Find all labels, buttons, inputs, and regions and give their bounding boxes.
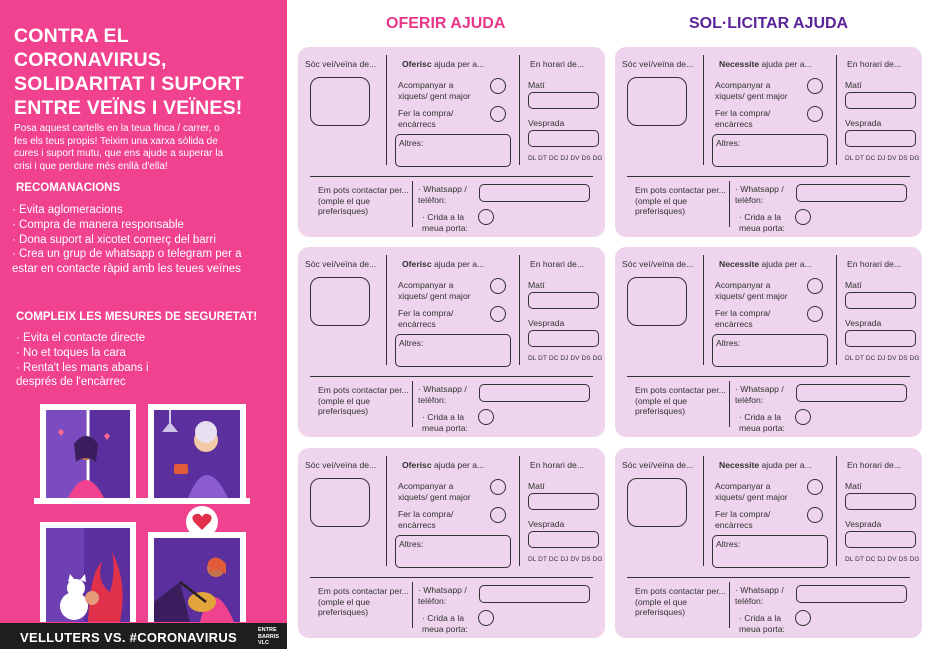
request-help-card xyxy=(615,247,922,437)
intro-line: Posa aquest cartells en la teua finca / carrer, o xyxy=(14,123,220,134)
whatsapp-label xyxy=(735,585,784,606)
whatsapp-line: telèfon: xyxy=(735,394,764,405)
shout-door-radio[interactable] xyxy=(478,209,494,225)
afternoon-label: Vesprada xyxy=(528,519,565,529)
whatsapp-line: telèfon: xyxy=(418,595,447,606)
request-help-title: SOL·LICITAR AJUDA xyxy=(689,15,849,32)
contact-line: (omple el que xyxy=(318,195,371,206)
contact-line: Em pots contactar per... xyxy=(635,385,726,395)
others-field[interactable] xyxy=(712,535,828,568)
safety-list xyxy=(16,331,149,390)
whatsapp-label xyxy=(418,384,467,405)
window-illustration xyxy=(142,404,250,504)
contact-label xyxy=(635,385,726,417)
whatsapp-label xyxy=(418,184,467,205)
option-line: xiquets/ gent major xyxy=(715,290,788,301)
option-accompany-radio[interactable] xyxy=(490,278,506,294)
contact-label xyxy=(635,185,726,217)
request-help-card xyxy=(615,47,922,237)
divider xyxy=(627,577,910,578)
list-item: estar en contacte ràpid amb les teues veïnes xyxy=(12,263,241,276)
photo-box[interactable] xyxy=(310,478,370,527)
option-line: encàrrecs xyxy=(398,519,436,530)
shout-label xyxy=(422,412,468,433)
option-accompany-label xyxy=(398,280,471,301)
morning-label: Matí xyxy=(845,280,862,290)
window-illustration xyxy=(40,522,136,622)
headline-line: SOLIDARITAT I SUPORT xyxy=(14,73,244,95)
divider xyxy=(703,255,704,365)
others-field[interactable] xyxy=(395,334,511,367)
option-shopping-label xyxy=(715,509,770,530)
help-for-text: ajuda per a... xyxy=(431,59,485,69)
schedule-label: En horari de... xyxy=(847,59,901,69)
option-shopping-label xyxy=(398,509,453,530)
contact-line: preferisques) xyxy=(635,406,686,416)
shout-line: · Crida a la xyxy=(422,212,465,222)
shout-label xyxy=(739,212,785,233)
option-line: xiquets/ gent major xyxy=(398,491,471,502)
option-shopping-radio[interactable] xyxy=(807,106,823,122)
shout-line: meua porta: xyxy=(422,422,468,433)
intro-line: fes els teus propis! Teixim una xarxa sòlida de xyxy=(14,135,218,147)
divider xyxy=(627,176,910,177)
help-for-label xyxy=(719,460,812,470)
schedule-label: En horari de... xyxy=(847,259,901,269)
shout-line: meua porta: xyxy=(739,422,785,433)
contact-line: (omple el que xyxy=(635,596,688,607)
shout-label xyxy=(422,613,468,634)
option-line: xiquets/ gent major xyxy=(715,491,788,502)
morning-field[interactable] xyxy=(528,92,599,109)
option-accompany-radio[interactable] xyxy=(807,78,823,94)
option-line: Acompanyar a xyxy=(398,80,454,90)
shout-line: meua porta: xyxy=(422,222,468,233)
whatsapp-field[interactable] xyxy=(479,184,590,202)
others-label: Altres: xyxy=(716,338,741,348)
intro-text xyxy=(14,123,232,173)
help-type-word: Necessite xyxy=(719,259,760,269)
offer-help-card xyxy=(298,47,605,237)
photo-box[interactable] xyxy=(310,277,370,326)
whatsapp-field[interactable] xyxy=(796,184,907,202)
whatsapp-field[interactable] xyxy=(479,384,590,402)
shout-line: · Crida a la xyxy=(422,412,465,422)
whatsapp-line: · Whatsapp / xyxy=(735,184,784,194)
window-illustration xyxy=(34,404,142,504)
divider xyxy=(310,577,593,578)
option-line: Acompanyar a xyxy=(715,80,771,90)
divider xyxy=(729,381,730,427)
afternoon-label: Vesprada xyxy=(845,519,882,529)
weekdays-label: DL DT DC DJ DV DS DG xyxy=(845,155,920,162)
headline-line: ENTRE VEÏNS I VEÏNES! xyxy=(14,97,243,119)
divider xyxy=(412,381,413,427)
weekdays-label: DL DT DC DJ DV DS DG xyxy=(845,556,920,563)
contact-line: (omple el que xyxy=(635,395,688,406)
option-shopping-radio[interactable] xyxy=(490,306,506,322)
contact-label xyxy=(318,586,409,618)
divider xyxy=(386,55,387,165)
others-label: Altres: xyxy=(399,338,424,348)
weekdays-label: DL DT DC DJ DV DS DG xyxy=(528,355,603,362)
help-for-label xyxy=(719,59,812,69)
offer-help-card xyxy=(298,247,605,437)
option-line: Fer la compra/ xyxy=(715,308,771,318)
others-label: Altres: xyxy=(399,138,424,148)
schedule-label: En horari de... xyxy=(847,460,901,470)
divider xyxy=(729,181,730,227)
option-shopping-radio[interactable] xyxy=(490,507,506,523)
recommendations-title: RECOMANACIONS xyxy=(16,182,121,194)
contact-line: Em pots contactar per... xyxy=(635,586,726,596)
option-shopping-label xyxy=(398,308,453,329)
help-for-label xyxy=(402,259,484,269)
help-type-word: Necessite xyxy=(719,460,760,470)
windows-illustration xyxy=(30,402,256,622)
option-line: encàrrecs xyxy=(715,318,753,329)
help-for-text: ajuda per a... xyxy=(759,460,812,470)
whatsapp-field[interactable] xyxy=(479,585,590,603)
whatsapp-label xyxy=(418,585,467,606)
option-shopping-radio[interactable] xyxy=(807,507,823,523)
divider xyxy=(519,255,520,365)
list-item: · Dona suport al xicotet comerç del barri xyxy=(12,233,216,246)
afternoon-label: Vesprada xyxy=(528,118,565,128)
weekdays-label: DL DT DC DJ DV DS DG xyxy=(845,355,920,362)
contact-line: (omple el que xyxy=(318,596,371,607)
whatsapp-field[interactable] xyxy=(796,384,907,402)
option-line: xiquets/ gent major xyxy=(398,290,471,301)
whatsapp-line: telèfon: xyxy=(735,194,764,205)
divider xyxy=(386,255,387,365)
option-line: Fer la compra/ xyxy=(398,509,454,519)
contact-label xyxy=(318,185,409,217)
photo-box[interactable] xyxy=(627,77,687,126)
schedule-label: En horari de... xyxy=(530,59,584,69)
others-field[interactable] xyxy=(712,134,828,167)
option-shopping-label xyxy=(398,108,453,129)
option-accompany-radio[interactable] xyxy=(490,479,506,495)
divider xyxy=(836,55,837,165)
contact-line: preferisques) xyxy=(318,206,369,216)
option-shopping-radio[interactable] xyxy=(490,106,506,122)
morning-field[interactable] xyxy=(845,92,916,109)
entre-barris-logo xyxy=(258,627,282,647)
others-label: Altres: xyxy=(716,138,741,148)
option-accompany-radio[interactable] xyxy=(807,479,823,495)
help-for-text: ajuda per a... xyxy=(431,259,485,269)
shout-door-radio[interactable] xyxy=(478,409,494,425)
morning-label: Matí xyxy=(528,80,545,90)
help-for-text: ajuda per a... xyxy=(759,259,812,269)
contact-line: preferisques) xyxy=(635,607,686,617)
whatsapp-line: · Whatsapp / xyxy=(418,384,467,394)
neighbor-label: Sóc veí/veïna de... xyxy=(305,259,377,269)
divider xyxy=(412,181,413,227)
option-line: Fer la compra/ xyxy=(398,308,454,318)
morning-label: Matí xyxy=(845,80,862,90)
list-item: · Compra de manera responsable xyxy=(12,218,184,231)
divider xyxy=(310,376,593,377)
shout-line: · Crida a la xyxy=(739,613,782,623)
list-item: · Renta't les mans abans i xyxy=(16,361,149,374)
divider xyxy=(836,255,837,365)
list-item: · No et toques la cara xyxy=(16,346,126,359)
others-field[interactable] xyxy=(395,535,511,568)
contact-line: preferisques) xyxy=(635,206,686,216)
divider xyxy=(519,55,520,165)
help-type-word: Oferisc xyxy=(402,59,432,69)
neighbor-label: Sóc veí/veïna de... xyxy=(622,59,694,69)
weekdays-label: DL DT DC DJ DV DS DG xyxy=(528,556,603,563)
shout-line: meua porta: xyxy=(422,623,468,634)
others-label: Altres: xyxy=(399,539,424,549)
whatsapp-line: · Whatsapp / xyxy=(418,184,467,194)
photo-box[interactable] xyxy=(627,478,687,527)
morning-label: Matí xyxy=(528,280,545,290)
logo-line: ENTRE xyxy=(258,627,277,633)
contact-label xyxy=(635,586,726,618)
shout-door-radio[interactable] xyxy=(795,610,811,626)
neighbor-label: Sóc veí/veïna de... xyxy=(305,59,377,69)
headline xyxy=(14,24,284,120)
option-line: Acompanyar a xyxy=(398,481,454,491)
contact-line: Em pots contactar per... xyxy=(635,185,726,195)
option-accompany-label xyxy=(715,280,788,301)
whatsapp-line: telèfon: xyxy=(418,394,447,405)
option-line: encàrrecs xyxy=(715,519,753,530)
afternoon-label: Vesprada xyxy=(845,118,882,128)
contact-line: Em pots contactar per... xyxy=(318,586,409,596)
list-item: · Evita el contacte directe xyxy=(16,332,146,344)
afternoon-field[interactable] xyxy=(845,531,916,548)
list-item: després de l'encàrrec xyxy=(16,376,126,389)
neighbor-label: Sóc veí/veïna de... xyxy=(622,259,694,269)
whatsapp-label xyxy=(735,184,784,205)
option-line: Acompanyar a xyxy=(715,280,771,290)
shout-door-radio[interactable] xyxy=(478,610,494,626)
morning-field[interactable] xyxy=(528,493,599,510)
neighbor-label: Sóc veí/veïna de... xyxy=(622,460,694,470)
afternoon-field[interactable] xyxy=(528,130,599,147)
option-accompany-radio[interactable] xyxy=(490,78,506,94)
offer-help-title: OFERIR AJUDA xyxy=(386,15,506,32)
request-help-card xyxy=(615,448,922,638)
intro-line: cures i suport mutu, que ens ajude a superar la xyxy=(14,148,224,160)
photo-box[interactable] xyxy=(627,277,687,326)
option-line: Acompanyar a xyxy=(398,280,454,290)
option-line: encàrrecs xyxy=(398,118,436,129)
intro-line: crisi i que perdure més enllà d'ella! xyxy=(14,160,168,172)
whatsapp-line: · Whatsapp / xyxy=(735,585,784,595)
help-type-word: Oferisc xyxy=(402,259,432,269)
contact-label xyxy=(318,385,409,417)
footer-bar xyxy=(0,623,287,649)
help-for-text: ajuda per a... xyxy=(431,460,485,470)
divider xyxy=(310,176,593,177)
whatsapp-label xyxy=(735,384,784,405)
divider xyxy=(519,456,520,566)
help-for-label xyxy=(402,59,484,69)
option-line: Acompanyar a xyxy=(715,481,771,491)
help-for-label xyxy=(402,460,484,470)
afternoon-field[interactable] xyxy=(528,531,599,548)
footer-text: VELLUTERS VS. #CORONAVIRUS xyxy=(20,630,238,645)
divider xyxy=(627,376,910,377)
morning-field[interactable] xyxy=(845,493,916,510)
divider xyxy=(412,582,413,628)
option-line: xiquets/ gent major xyxy=(398,90,471,101)
window-illustration xyxy=(148,506,246,622)
weekdays-label: DL DT DC DJ DV DS DG xyxy=(528,155,603,162)
contact-line: Em pots contactar per... xyxy=(318,385,409,395)
shout-line: · Crida a la xyxy=(739,412,782,422)
others-field[interactable] xyxy=(395,134,511,167)
schedule-label: En horari de... xyxy=(530,259,584,269)
afternoon-field[interactable] xyxy=(845,330,916,347)
morning-label: Matí xyxy=(528,481,545,491)
shout-label xyxy=(739,613,785,634)
whatsapp-line: · Whatsapp / xyxy=(418,585,467,595)
contact-line: Em pots contactar per... xyxy=(318,185,409,195)
shout-door-radio[interactable] xyxy=(795,409,811,425)
help-type-word: Necessite xyxy=(719,59,760,69)
morning-label: Matí xyxy=(845,481,862,491)
option-shopping-label xyxy=(715,108,770,129)
logo-line: BARRIS xyxy=(258,633,280,640)
whatsapp-line: telèfon: xyxy=(418,194,447,205)
safety-title: COMPLEIX LES MESURES DE SEGURETAT! xyxy=(16,311,258,323)
option-shopping-label xyxy=(715,308,770,329)
shout-line: meua porta: xyxy=(739,222,785,233)
option-line: xiquets/ gent major xyxy=(715,90,788,101)
photo-box[interactable] xyxy=(310,77,370,126)
option-line: Fer la compra/ xyxy=(715,108,771,118)
headline-line: CONTRA EL CORONAVIRUS, xyxy=(14,25,167,71)
option-shopping-radio[interactable] xyxy=(807,306,823,322)
shout-line: · Crida a la xyxy=(422,613,465,623)
recommendations-list xyxy=(12,203,242,277)
option-accompany-label xyxy=(398,481,471,502)
afternoon-field[interactable] xyxy=(845,130,916,147)
option-accompany-label xyxy=(715,80,788,101)
option-accompany-label xyxy=(398,80,471,101)
whatsapp-line: telèfon: xyxy=(735,595,764,606)
whatsapp-line: · Whatsapp / xyxy=(735,384,784,394)
help-for-text: ajuda per a... xyxy=(759,59,812,69)
shout-line: · Crida a la xyxy=(739,212,782,222)
option-line: encàrrecs xyxy=(715,118,753,129)
option-accompany-radio[interactable] xyxy=(807,278,823,294)
afternoon-field[interactable] xyxy=(528,330,599,347)
list-item: · Crea un grup de whatsapp o telegram per a xyxy=(12,248,242,261)
shout-label xyxy=(739,412,785,433)
whatsapp-field[interactable] xyxy=(796,585,907,603)
afternoon-label: Vesprada xyxy=(845,318,882,328)
shout-label xyxy=(422,212,468,233)
logo-line: VLC xyxy=(258,640,269,646)
divider xyxy=(703,55,704,165)
divider xyxy=(386,456,387,566)
contact-line: (omple el que xyxy=(318,395,371,406)
divider xyxy=(836,456,837,566)
divider xyxy=(703,456,704,566)
help-for-label xyxy=(719,259,812,269)
contact-line: (omple el que xyxy=(635,195,688,206)
contact-line: preferisques) xyxy=(318,406,369,416)
option-line: Fer la compra/ xyxy=(398,108,454,118)
option-line: Fer la compra/ xyxy=(715,509,771,519)
list-item: · Evita aglomeracions xyxy=(12,204,123,216)
left-panel xyxy=(0,0,287,649)
shout-door-radio[interactable] xyxy=(795,209,811,225)
morning-field[interactable] xyxy=(528,292,599,309)
shout-line: meua porta: xyxy=(739,623,785,634)
neighbor-label: Sóc veí/veïna de... xyxy=(305,460,377,470)
others-label: Altres: xyxy=(716,539,741,549)
schedule-label: En horari de... xyxy=(530,460,584,470)
offer-help-card xyxy=(298,448,605,638)
others-field[interactable] xyxy=(712,334,828,367)
morning-field[interactable] xyxy=(845,292,916,309)
option-accompany-label xyxy=(715,481,788,502)
option-line: encàrrecs xyxy=(398,318,436,329)
contact-line: preferisques) xyxy=(318,607,369,617)
divider xyxy=(729,582,730,628)
afternoon-label: Vesprada xyxy=(528,318,565,328)
help-type-word: Oferisc xyxy=(402,460,432,470)
